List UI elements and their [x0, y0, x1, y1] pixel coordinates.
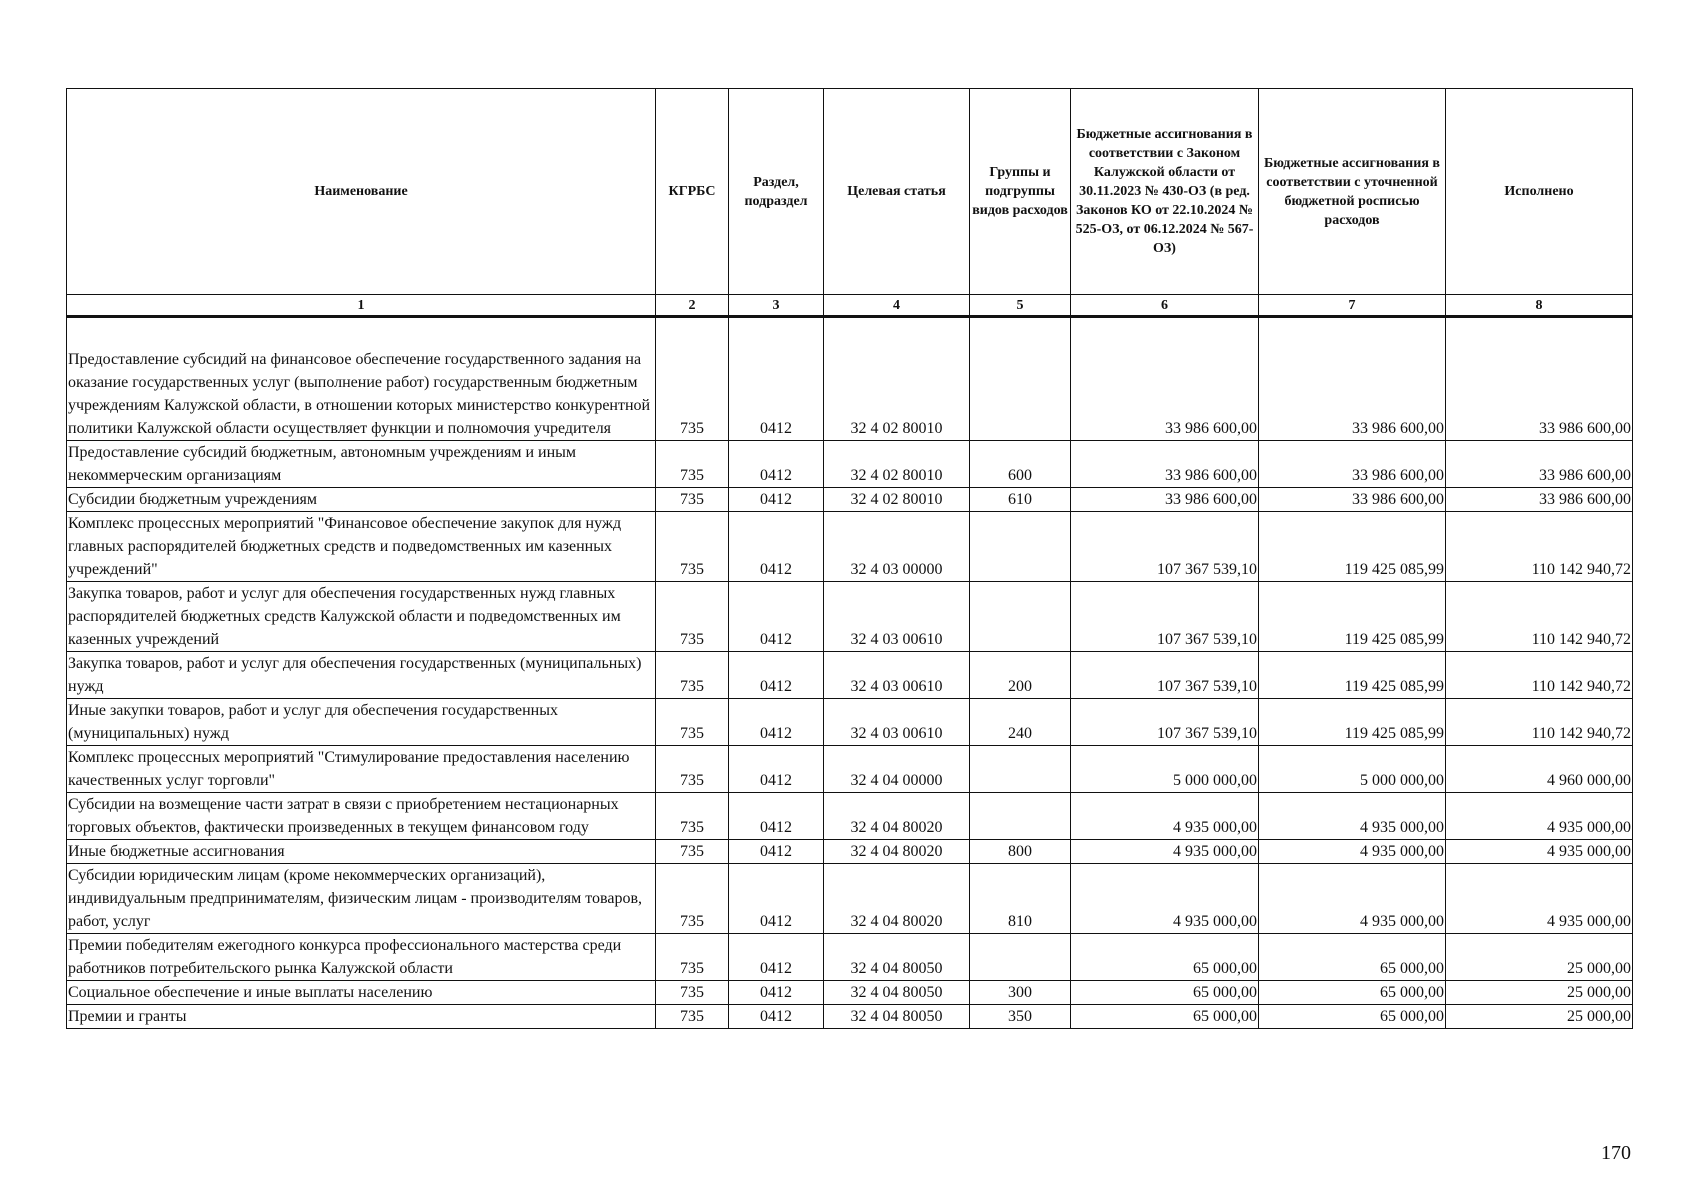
row-refined-allocation: 33 986 600,00	[1259, 317, 1446, 441]
row-section: 0412	[729, 934, 824, 981]
row-section: 0412	[729, 652, 824, 699]
row-executed: 110 142 940,72	[1446, 699, 1633, 746]
row-section: 0412	[729, 582, 824, 652]
header-refined-allocations: Бюджетные ассигнования в соответствии с уточненной бюджетной росписью расходов	[1259, 89, 1446, 295]
row-law-allocation: 65 000,00	[1071, 1005, 1259, 1029]
row-name: Субсидии юридическим лицам (кроме некоммерческих организаций), индивидуальным предпринимателям, физическим лицам - производителям товаров, работ, услуг	[67, 864, 656, 934]
row-law-allocation: 107 367 539,10	[1071, 652, 1259, 699]
row-section: 0412	[729, 981, 824, 1005]
row-executed: 4 935 000,00	[1446, 864, 1633, 934]
row-name: Предоставление субсидий бюджетным, автономным учреждениям и иным некоммерческим организациям	[67, 441, 656, 488]
row-target-article: 32 4 04 80050	[824, 981, 970, 1005]
table-row	[67, 441, 1633, 488]
row-target-article: 32 4 03 00000	[824, 512, 970, 582]
row-target-article: 32 4 03 00610	[824, 699, 970, 746]
page-number: 170	[1601, 1142, 1631, 1164]
row-target-article: 32 4 04 80020	[824, 793, 970, 840]
row-target-article: 32 4 02 80010	[824, 441, 970, 488]
row-section: 0412	[729, 746, 824, 793]
row-target-article: 32 4 04 80020	[824, 864, 970, 934]
table-row	[67, 582, 1633, 652]
row-expense-group	[970, 582, 1071, 652]
table-row	[67, 488, 1633, 512]
row-name: Субсидии на возмещение части затрат в связи с приобретением нестационарных торговых объектов, фактически произведенных в текущем финансовом году	[67, 793, 656, 840]
header-row	[67, 89, 1633, 295]
row-refined-allocation: 119 425 085,99	[1259, 512, 1446, 582]
row-law-allocation: 107 367 539,10	[1071, 699, 1259, 746]
table-row	[67, 981, 1633, 1005]
table-row	[67, 699, 1633, 746]
row-law-allocation: 4 935 000,00	[1071, 840, 1259, 864]
row-expense-group	[970, 512, 1071, 582]
column-number-row	[67, 295, 1633, 317]
budget-table	[66, 88, 1633, 1029]
row-name: Премии победителям ежегодного конкурса профессионального мастерства среди работников потребительского рынка Калужской области	[67, 934, 656, 981]
row-target-article: 32 4 04 80020	[824, 840, 970, 864]
row-kgrbs: 735	[656, 488, 729, 512]
row-refined-allocation: 4 935 000,00	[1259, 793, 1446, 840]
row-kgrbs: 735	[656, 981, 729, 1005]
row-section: 0412	[729, 488, 824, 512]
row-section: 0412	[729, 317, 824, 441]
column-number: 8	[1446, 295, 1633, 317]
row-name: Комплекс процессных мероприятий "Финансовое обеспечение закупок для нужд главных распорядителей бюджетных средств и подведомственных им казенных учреждений"	[67, 512, 656, 582]
row-executed: 25 000,00	[1446, 981, 1633, 1005]
row-refined-allocation: 65 000,00	[1259, 981, 1446, 1005]
row-expense-group	[970, 746, 1071, 793]
header-target-article: Целевая статья	[824, 89, 970, 295]
column-number: 6	[1071, 295, 1259, 317]
row-law-allocation: 107 367 539,10	[1071, 582, 1259, 652]
row-kgrbs: 735	[656, 441, 729, 488]
row-target-article: 32 4 02 80010	[824, 317, 970, 441]
column-number: 3	[729, 295, 824, 317]
row-expense-group: 200	[970, 652, 1071, 699]
row-target-article: 32 4 03 00610	[824, 582, 970, 652]
row-refined-allocation: 4 935 000,00	[1259, 864, 1446, 934]
row-kgrbs: 735	[656, 512, 729, 582]
row-section: 0412	[729, 1005, 824, 1029]
row-expense-group	[970, 934, 1071, 981]
row-target-article: 32 4 02 80010	[824, 488, 970, 512]
row-target-article: 32 4 04 00000	[824, 746, 970, 793]
row-section: 0412	[729, 793, 824, 840]
row-executed: 110 142 940,72	[1446, 582, 1633, 652]
row-refined-allocation: 65 000,00	[1259, 934, 1446, 981]
row-kgrbs: 735	[656, 582, 729, 652]
row-executed: 33 986 600,00	[1446, 317, 1633, 441]
header-name: Наименование	[67, 89, 656, 295]
row-kgrbs: 735	[656, 699, 729, 746]
header-expense-groups: Группы и подгруппы видов расходов	[970, 89, 1071, 295]
row-law-allocation: 4 935 000,00	[1071, 793, 1259, 840]
table-row	[67, 746, 1633, 793]
row-name: Закупка товаров, работ и услуг для обеспечения государственных (муниципальных) нужд	[67, 652, 656, 699]
header-kgrbs: КГРБС	[656, 89, 729, 295]
row-expense-group: 610	[970, 488, 1071, 512]
row-name: Предоставление субсидий на финансовое обеспечение государственного задания на оказание государственных услуг (выполнение работ) государственным бюджетным учреждениям Калужской области, в отношении которых министерство конкурентной политики Калужской области осуществляет функции и полномочия учредителя	[67, 317, 656, 441]
row-executed: 110 142 940,72	[1446, 652, 1633, 699]
row-target-article: 32 4 04 80050	[824, 934, 970, 981]
row-name: Закупка товаров, работ и услуг для обеспечения государственных нужд главных распорядителей бюджетных средств Калужской области и подведомственных им казенных учреждений	[67, 582, 656, 652]
row-refined-allocation: 119 425 085,99	[1259, 652, 1446, 699]
row-refined-allocation: 119 425 085,99	[1259, 582, 1446, 652]
table-body	[67, 317, 1633, 1029]
row-refined-allocation: 119 425 085,99	[1259, 699, 1446, 746]
row-law-allocation: 5 000 000,00	[1071, 746, 1259, 793]
row-section: 0412	[729, 864, 824, 934]
table-row	[67, 793, 1633, 840]
header-executed: Исполнено	[1446, 89, 1633, 295]
row-target-article: 32 4 04 80050	[824, 1005, 970, 1029]
row-law-allocation: 33 986 600,00	[1071, 317, 1259, 441]
row-refined-allocation: 4 935 000,00	[1259, 840, 1446, 864]
row-kgrbs: 735	[656, 840, 729, 864]
row-kgrbs: 735	[656, 934, 729, 981]
row-kgrbs: 735	[656, 864, 729, 934]
row-expense-group	[970, 317, 1071, 441]
row-target-article: 32 4 03 00610	[824, 652, 970, 699]
column-number: 7	[1259, 295, 1446, 317]
row-executed: 25 000,00	[1446, 1005, 1633, 1029]
row-name: Социальное обеспечение и иные выплаты населению	[67, 981, 656, 1005]
row-executed: 33 986 600,00	[1446, 441, 1633, 488]
column-number: 1	[67, 295, 656, 317]
row-law-allocation: 33 986 600,00	[1071, 488, 1259, 512]
row-executed: 4 935 000,00	[1446, 793, 1633, 840]
row-law-allocation: 65 000,00	[1071, 934, 1259, 981]
table-row	[67, 512, 1633, 582]
table-row	[67, 1005, 1633, 1029]
column-number: 4	[824, 295, 970, 317]
table-row	[67, 317, 1633, 441]
row-section: 0412	[729, 441, 824, 488]
header-section: Раздел, подраздел	[729, 89, 824, 295]
row-kgrbs: 735	[656, 746, 729, 793]
row-expense-group: 810	[970, 864, 1071, 934]
row-kgrbs: 735	[656, 317, 729, 441]
column-number: 5	[970, 295, 1071, 317]
row-expense-group: 800	[970, 840, 1071, 864]
row-expense-group: 350	[970, 1005, 1071, 1029]
row-law-allocation: 4 935 000,00	[1071, 864, 1259, 934]
column-number: 2	[656, 295, 729, 317]
row-section: 0412	[729, 512, 824, 582]
row-name: Иные закупки товаров, работ и услуг для обеспечения государственных (муниципальных) нужд	[67, 699, 656, 746]
row-refined-allocation: 33 986 600,00	[1259, 441, 1446, 488]
row-refined-allocation: 5 000 000,00	[1259, 746, 1446, 793]
row-expense-group: 600	[970, 441, 1071, 488]
row-section: 0412	[729, 699, 824, 746]
row-executed: 4 935 000,00	[1446, 840, 1633, 864]
row-law-allocation: 33 986 600,00	[1071, 441, 1259, 488]
table-row	[67, 934, 1633, 981]
row-law-allocation: 65 000,00	[1071, 981, 1259, 1005]
row-name: Иные бюджетные ассигнования	[67, 840, 656, 864]
row-executed: 25 000,00	[1446, 934, 1633, 981]
row-refined-allocation: 33 986 600,00	[1259, 488, 1446, 512]
table-row	[67, 840, 1633, 864]
row-expense-group: 300	[970, 981, 1071, 1005]
row-kgrbs: 735	[656, 1005, 729, 1029]
row-executed: 33 986 600,00	[1446, 488, 1633, 512]
row-name: Субсидии бюджетным учреждениям	[67, 488, 656, 512]
row-name: Премии и гранты	[67, 1005, 656, 1029]
row-law-allocation: 107 367 539,10	[1071, 512, 1259, 582]
row-section: 0412	[729, 840, 824, 864]
row-executed: 110 142 940,72	[1446, 512, 1633, 582]
table-row	[67, 652, 1633, 699]
row-kgrbs: 735	[656, 652, 729, 699]
header-law-allocations: Бюджетные ассигнования в соответствии с Законом Калужской области от 30.11.2023 № 430-ОЗ (в ред. Законов КО от 22.10.2024 № 525-ОЗ, от 06.12.2024 № 567-ОЗ)	[1071, 89, 1259, 295]
row-refined-allocation: 65 000,00	[1259, 1005, 1446, 1029]
row-name: Комплекс процессных мероприятий "Стимулирование предоставления населению качественных услуг торговли"	[67, 746, 656, 793]
row-expense-group	[970, 793, 1071, 840]
row-expense-group: 240	[970, 699, 1071, 746]
row-kgrbs: 735	[656, 793, 729, 840]
table-row	[67, 864, 1633, 934]
row-executed: 4 960 000,00	[1446, 746, 1633, 793]
